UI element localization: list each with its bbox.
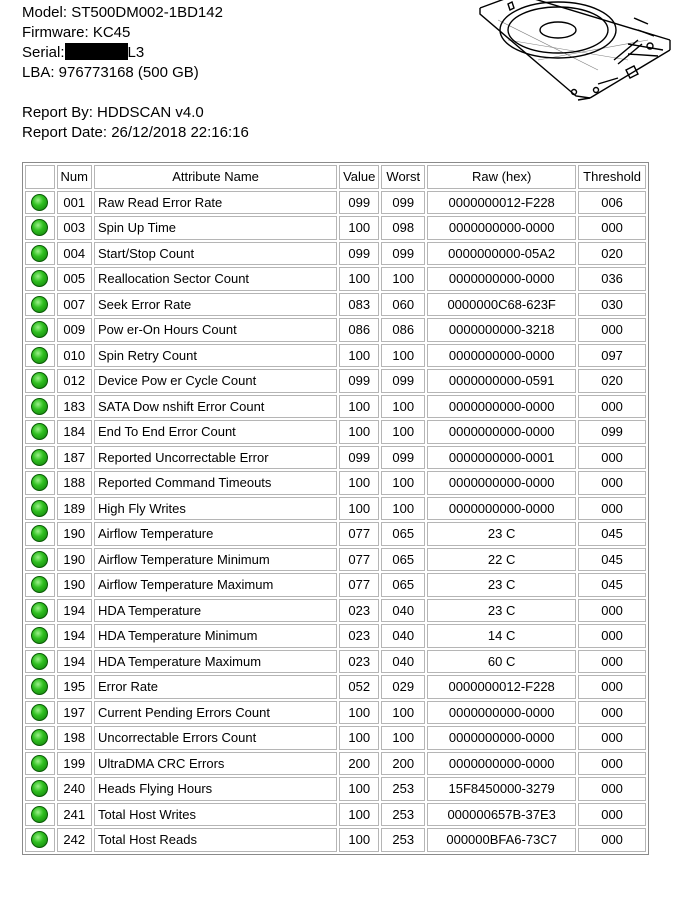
table-row	[25, 267, 646, 291]
status-cell	[25, 446, 55, 470]
attribute-worst: 065	[381, 548, 425, 572]
table-row	[25, 497, 646, 521]
attribute-num: 194	[57, 599, 92, 623]
serial-label: Serial:	[22, 44, 65, 61]
status-cell	[25, 344, 55, 368]
attribute-raw: 0000000000-0001	[427, 446, 576, 470]
attribute-raw: 23 C	[427, 573, 576, 597]
header-status	[25, 165, 55, 189]
attribute-raw: 23 C	[427, 522, 576, 546]
green-status-dot-icon	[31, 449, 48, 466]
attribute-raw: 0000000000-0591	[427, 369, 576, 393]
table-row	[25, 650, 646, 674]
status-cell	[25, 522, 55, 546]
attribute-name: Reported Uncorrectable Error	[94, 446, 337, 470]
attribute-worst: 086	[381, 318, 425, 342]
attribute-worst: 029	[381, 675, 425, 699]
green-status-dot-icon	[31, 678, 48, 695]
attribute-name: Total Host Reads	[94, 828, 337, 852]
attribute-worst: 099	[381, 242, 425, 266]
attribute-threshold: 000	[578, 216, 646, 240]
attribute-threshold: 000	[578, 675, 646, 699]
attribute-name: Current Pending Errors Count	[94, 701, 337, 725]
attribute-threshold: 036	[578, 267, 646, 291]
attribute-name: Device Pow er Cycle Count	[94, 369, 337, 393]
attribute-raw: 0000000C68-623F	[427, 293, 576, 317]
attribute-value: 100	[339, 803, 379, 827]
attribute-value: 200	[339, 752, 379, 776]
attribute-threshold: 000	[578, 318, 646, 342]
status-cell	[25, 293, 55, 317]
attribute-raw: 000000BFA6-73C7	[427, 828, 576, 852]
attribute-name: HDA Temperature	[94, 599, 337, 623]
attribute-num: 012	[57, 369, 92, 393]
serial-suffix: L3	[127, 44, 145, 61]
attribute-threshold: 045	[578, 522, 646, 546]
attribute-worst: 100	[381, 344, 425, 368]
attribute-raw: 15F8450000-3279	[427, 777, 576, 801]
status-cell	[25, 701, 55, 725]
table-row	[25, 624, 646, 648]
attribute-num: 194	[57, 624, 92, 648]
attribute-num: 199	[57, 752, 92, 776]
attribute-num: 009	[57, 318, 92, 342]
attribute-raw: 0000000000-0000	[427, 420, 576, 444]
table-header-row	[25, 165, 646, 189]
attribute-num: 184	[57, 420, 92, 444]
drive-model: Model: ST500DM002-1BD142	[22, 4, 223, 21]
attribute-num: 010	[57, 344, 92, 368]
report-date: Report Date: 26/12/2018 22:16:16	[22, 124, 249, 141]
attribute-value: 086	[339, 318, 379, 342]
attribute-name: Raw Read Error Rate	[94, 191, 337, 215]
attribute-num: 195	[57, 675, 92, 699]
attribute-num: 007	[57, 293, 92, 317]
attribute-raw: 0000000000-0000	[427, 726, 576, 750]
attribute-threshold: 006	[578, 191, 646, 215]
attribute-name: Spin Up Time	[94, 216, 337, 240]
attribute-threshold: 000	[578, 828, 646, 852]
status-cell	[25, 573, 55, 597]
attribute-worst: 065	[381, 522, 425, 546]
attribute-worst: 100	[381, 395, 425, 419]
green-status-dot-icon	[31, 398, 48, 415]
green-status-dot-icon	[31, 729, 48, 746]
table-row	[25, 803, 646, 827]
attribute-value: 052	[339, 675, 379, 699]
green-status-dot-icon	[31, 806, 48, 823]
table-row	[25, 752, 646, 776]
status-cell	[25, 318, 55, 342]
attribute-num: 189	[57, 497, 92, 521]
table-row	[25, 726, 646, 750]
green-status-dot-icon	[31, 423, 48, 440]
attribute-name: Seek Error Rate	[94, 293, 337, 317]
attribute-num: 190	[57, 573, 92, 597]
table-row	[25, 395, 646, 419]
drive-serial	[22, 43, 223, 63]
attribute-value: 023	[339, 650, 379, 674]
attribute-num: 004	[57, 242, 92, 266]
attribute-threshold: 020	[578, 369, 646, 393]
attribute-worst: 100	[381, 701, 425, 725]
attribute-name: Heads Flying Hours	[94, 777, 337, 801]
green-status-dot-icon	[31, 372, 48, 389]
attribute-threshold: 099	[578, 420, 646, 444]
table-row	[25, 293, 646, 317]
header-num: Num	[57, 165, 92, 189]
header-value: Value	[339, 165, 379, 189]
green-status-dot-icon	[31, 602, 48, 619]
attribute-name: End To End Error Count	[94, 420, 337, 444]
attribute-worst: 099	[381, 446, 425, 470]
drive-firmware: Firmware: KC45	[22, 24, 131, 41]
status-cell	[25, 726, 55, 750]
table-row	[25, 573, 646, 597]
green-status-dot-icon	[31, 296, 48, 313]
attribute-worst: 100	[381, 267, 425, 291]
attribute-value: 100	[339, 395, 379, 419]
attribute-value: 099	[339, 446, 379, 470]
status-cell	[25, 828, 55, 852]
attribute-threshold: 045	[578, 573, 646, 597]
status-cell	[25, 267, 55, 291]
attribute-value: 077	[339, 548, 379, 572]
attribute-name: Spin Retry Count	[94, 344, 337, 368]
table-row	[25, 471, 646, 495]
attribute-worst: 040	[381, 624, 425, 648]
attribute-value: 100	[339, 471, 379, 495]
attribute-worst: 099	[381, 369, 425, 393]
drive-info	[22, 3, 223, 83]
attribute-value: 100	[339, 267, 379, 291]
attribute-threshold: 000	[578, 777, 646, 801]
attribute-threshold: 000	[578, 624, 646, 648]
green-status-dot-icon	[31, 525, 48, 542]
header-worst: Worst	[381, 165, 425, 189]
green-status-dot-icon	[31, 831, 48, 848]
green-status-dot-icon	[31, 576, 48, 593]
attribute-threshold: 000	[578, 726, 646, 750]
green-status-dot-icon	[31, 755, 48, 772]
attribute-threshold: 000	[578, 497, 646, 521]
serial-redaction	[65, 43, 128, 60]
attribute-value: 099	[339, 242, 379, 266]
attribute-num: 001	[57, 191, 92, 215]
table-row	[25, 191, 646, 215]
status-cell	[25, 369, 55, 393]
attribute-name: Total Host Writes	[94, 803, 337, 827]
table-row	[25, 446, 646, 470]
status-cell	[25, 548, 55, 572]
attribute-num: 005	[57, 267, 92, 291]
attribute-num: 188	[57, 471, 92, 495]
status-cell	[25, 497, 55, 521]
attribute-name: Start/Stop Count	[94, 242, 337, 266]
attribute-value: 099	[339, 191, 379, 215]
attribute-name: Reallocation Sector Count	[94, 267, 337, 291]
status-cell	[25, 471, 55, 495]
attribute-raw: 0000000000-0000	[427, 701, 576, 725]
attribute-worst: 200	[381, 752, 425, 776]
attribute-value: 100	[339, 216, 379, 240]
green-status-dot-icon	[31, 194, 48, 211]
report-info	[22, 103, 249, 143]
attribute-value: 083	[339, 293, 379, 317]
header-threshold: Threshold	[578, 165, 646, 189]
attribute-num: 003	[57, 216, 92, 240]
attribute-num: 183	[57, 395, 92, 419]
attribute-worst: 100	[381, 726, 425, 750]
attribute-name: HDA Temperature Maximum	[94, 650, 337, 674]
attribute-threshold: 000	[578, 803, 646, 827]
table-row	[25, 522, 646, 546]
attribute-threshold: 000	[578, 446, 646, 470]
header-raw: Raw (hex)	[427, 165, 576, 189]
status-cell	[25, 777, 55, 801]
attribute-value: 077	[339, 522, 379, 546]
attribute-threshold: 000	[578, 599, 646, 623]
table-row	[25, 701, 646, 725]
attribute-name: Error Rate	[94, 675, 337, 699]
attribute-raw: 0000000000-0000	[427, 395, 576, 419]
attribute-raw: 0000000000-0000	[427, 344, 576, 368]
attribute-num: 241	[57, 803, 92, 827]
attribute-raw: 14 C	[427, 624, 576, 648]
attribute-worst: 100	[381, 420, 425, 444]
status-cell	[25, 752, 55, 776]
table-row	[25, 369, 646, 393]
attribute-name: Airflow Temperature Maximum	[94, 573, 337, 597]
attribute-threshold: 000	[578, 395, 646, 419]
attribute-threshold: 045	[578, 548, 646, 572]
attribute-raw: 0000000000-0000	[427, 752, 576, 776]
attribute-num: 240	[57, 777, 92, 801]
attribute-value: 077	[339, 573, 379, 597]
attribute-name: Pow er-On Hours Count	[94, 318, 337, 342]
attribute-worst: 253	[381, 828, 425, 852]
attribute-raw: 0000000012-F228	[427, 675, 576, 699]
attribute-num: 187	[57, 446, 92, 470]
attribute-value: 023	[339, 599, 379, 623]
attribute-value: 099	[339, 369, 379, 393]
attribute-threshold: 000	[578, 471, 646, 495]
attribute-value: 100	[339, 420, 379, 444]
attribute-worst: 099	[381, 191, 425, 215]
smart-attributes-table	[22, 162, 649, 855]
attribute-num: 198	[57, 726, 92, 750]
table-row	[25, 344, 646, 368]
attribute-num: 194	[57, 650, 92, 674]
green-status-dot-icon	[31, 219, 48, 236]
status-cell	[25, 624, 55, 648]
attribute-threshold: 030	[578, 293, 646, 317]
attribute-raw: 000000657B-37E3	[427, 803, 576, 827]
attribute-raw: 0000000000-0000	[427, 497, 576, 521]
attribute-num: 242	[57, 828, 92, 852]
attribute-raw: 0000000000-3218	[427, 318, 576, 342]
green-status-dot-icon	[31, 704, 48, 721]
attribute-value: 100	[339, 701, 379, 725]
status-cell	[25, 650, 55, 674]
table-row	[25, 675, 646, 699]
green-status-dot-icon	[31, 270, 48, 287]
attribute-value: 100	[339, 777, 379, 801]
attribute-value: 100	[339, 828, 379, 852]
attribute-value: 023	[339, 624, 379, 648]
table-row	[25, 242, 646, 266]
report-by: Report By: HDDSCAN v4.0	[22, 104, 204, 121]
attribute-name: HDA Temperature Minimum	[94, 624, 337, 648]
attribute-num: 197	[57, 701, 92, 725]
green-status-dot-icon	[31, 500, 48, 517]
attribute-worst: 100	[381, 471, 425, 495]
attribute-name: Airflow Temperature	[94, 522, 337, 546]
attribute-num: 190	[57, 522, 92, 546]
attribute-worst: 253	[381, 777, 425, 801]
attribute-threshold: 000	[578, 752, 646, 776]
green-status-dot-icon	[31, 627, 48, 644]
green-status-dot-icon	[31, 321, 48, 338]
table-row	[25, 318, 646, 342]
drive-lba: LBA: 976773168 (500 GB)	[22, 64, 199, 81]
status-cell	[25, 242, 55, 266]
green-status-dot-icon	[31, 245, 48, 262]
attribute-name: Reported Command Timeouts	[94, 471, 337, 495]
attribute-value: 100	[339, 344, 379, 368]
attribute-value: 100	[339, 726, 379, 750]
table-row	[25, 828, 646, 852]
status-cell	[25, 395, 55, 419]
attribute-raw: 23 C	[427, 599, 576, 623]
attribute-num: 190	[57, 548, 92, 572]
attribute-worst: 065	[381, 573, 425, 597]
attribute-worst: 060	[381, 293, 425, 317]
attribute-raw: 22 C	[427, 548, 576, 572]
header-attribute-name: Attribute Name	[94, 165, 337, 189]
table-body	[25, 191, 646, 852]
status-cell	[25, 675, 55, 699]
attribute-raw: 0000000000-05A2	[427, 242, 576, 266]
table-row	[25, 548, 646, 572]
table-row	[25, 420, 646, 444]
attribute-threshold: 020	[578, 242, 646, 266]
attribute-raw: 0000000000-0000	[427, 216, 576, 240]
status-cell	[25, 803, 55, 827]
attribute-raw: 0000000012-F228	[427, 191, 576, 215]
status-cell	[25, 191, 55, 215]
table-row	[25, 599, 646, 623]
attribute-worst: 100	[381, 497, 425, 521]
attribute-worst: 253	[381, 803, 425, 827]
hard-drive-illustration-icon	[478, 0, 672, 102]
green-status-dot-icon	[31, 347, 48, 364]
attribute-name: SATA Dow nshift Error Count	[94, 395, 337, 419]
attribute-raw: 60 C	[427, 650, 576, 674]
attribute-threshold: 000	[578, 650, 646, 674]
attribute-name: UltraDMA CRC Errors	[94, 752, 337, 776]
attribute-threshold: 097	[578, 344, 646, 368]
green-status-dot-icon	[31, 780, 48, 797]
status-cell	[25, 599, 55, 623]
attribute-name: Uncorrectable Errors Count	[94, 726, 337, 750]
attribute-value: 100	[339, 497, 379, 521]
green-status-dot-icon	[31, 653, 48, 670]
status-cell	[25, 216, 55, 240]
attribute-worst: 040	[381, 650, 425, 674]
attribute-worst: 098	[381, 216, 425, 240]
attribute-raw: 0000000000-0000	[427, 471, 576, 495]
attribute-name: High Fly Writes	[94, 497, 337, 521]
green-status-dot-icon	[31, 474, 48, 491]
attribute-name: Airflow Temperature Minimum	[94, 548, 337, 572]
attribute-threshold: 000	[578, 701, 646, 725]
table-row	[25, 216, 646, 240]
attribute-raw: 0000000000-0000	[427, 267, 576, 291]
status-cell	[25, 420, 55, 444]
table-row	[25, 777, 646, 801]
attribute-worst: 040	[381, 599, 425, 623]
green-status-dot-icon	[31, 551, 48, 568]
